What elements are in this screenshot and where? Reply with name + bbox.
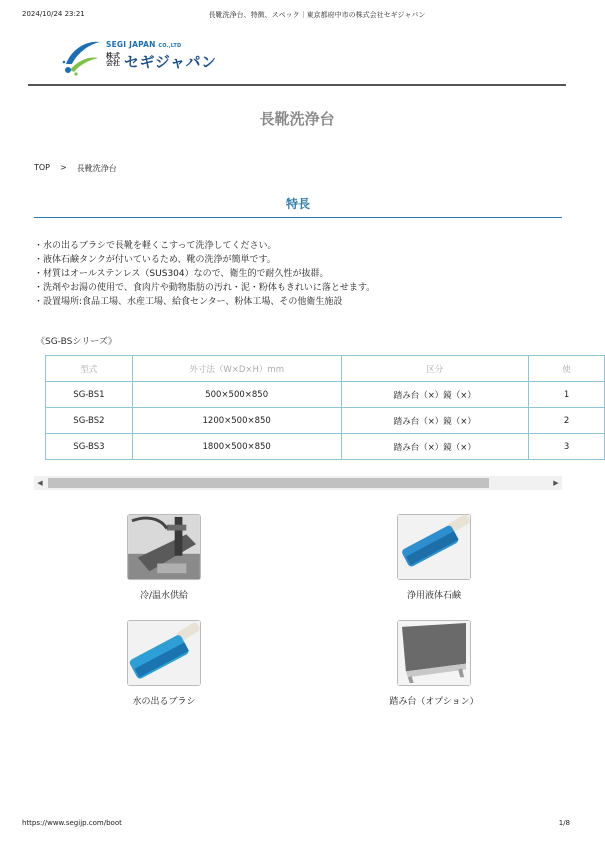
gallery-caption: 冷/温水供給 [139,591,189,601]
cell-truncated: 2 [529,408,605,434]
gallery-item-step-option [354,620,514,707]
cell-category: 踏み台（×）鏡（×） [341,382,529,408]
breadcrumb-separator: > [60,163,67,172]
column-header-category: 区分 [341,356,529,382]
print-header [0,10,594,22]
spec-table [45,355,605,460]
gallery-caption: 水の出るブラシ [132,697,196,707]
features-list [34,239,562,309]
logo-japanese-name: セギジャパン [124,53,217,71]
series-label: 《SG-BSシリーズ》 [36,337,117,347]
spec-table-scroll-area[interactable] [45,355,571,465]
scrollbar-thumb[interactable] [48,478,489,488]
scroll-right-arrow-icon[interactable]: ▶ [553,479,559,487]
water-brush-photo [127,620,201,686]
feature-item: ・設置場所:食品工場、水産工場、給食センター、粉体工場、その他衛生施設 [34,297,343,307]
page-title: 長靴洗浄台 [259,110,335,128]
feature-item: ・洗剤やお湯の使用で、食肉片や動物脂肪の汚れ・泥・粉体もきれいに落とせます。 [34,283,376,293]
cell-truncated: 3 [529,434,605,460]
scroll-left-arrow-icon[interactable]: ◀ [37,479,43,487]
gallery-item-water-supply [84,514,244,601]
faucet-photo [127,514,201,580]
cell-category: 踏み台（×）鏡（×） [341,434,529,460]
logo-swoosh-icon [62,34,102,76]
features-heading-underline [34,217,562,218]
features-heading: 特長 [285,197,310,211]
breadcrumb-current: 長靴洗浄台 [76,164,117,173]
cell-model: SG-BS3 [46,434,133,460]
cell-truncated: 1 [529,382,605,408]
table-row [46,434,605,460]
cell-model: SG-BS1 [46,382,133,408]
print-footer-url: https://www.segijp.com/boot [22,819,122,827]
soap-brush-photo [397,514,471,580]
column-header-truncated: 使 [529,356,605,382]
cell-category: 踏み台（×）鏡（×） [341,408,529,434]
breadcrumb [34,163,117,174]
logo-english-name: SEGI JAPAN CO.,LTD [106,40,182,49]
cell-dimensions: 1200×500×850 [132,408,341,434]
print-date: 2024/10/24 23:21 [22,10,85,18]
step-platform-photo [397,620,471,686]
table-row [46,382,605,408]
cell-dimensions: 1800×500×850 [132,434,341,460]
column-header-dimensions: 外寸法（W×D×H）mm [132,356,341,382]
feature-item: ・液体石鹸タンクが付いているため、靴の洗浄が簡単です。 [34,255,276,265]
column-header-model: 型式 [46,356,133,382]
header-divider [28,84,566,86]
feature-item: ・材質はオールステンレス（SUS304）なので、衛生的で耐久性が抜群。 [34,269,329,279]
cell-model: SG-BS2 [46,408,133,434]
table-row [46,408,605,434]
cell-dimensions: 500×500×850 [132,382,341,408]
print-footer-page-number: 1/8 [558,819,570,827]
print-document-title: 長靴洗浄台、特徴、スペック｜東京都府中市の株式会社セギジャパン [208,11,426,19]
gallery-caption: 踏み台（オプション） [389,697,479,707]
company-logo[interactable] [62,34,232,78]
breadcrumb-home-link[interactable]: TOP [34,163,51,172]
table-header-row [46,356,605,382]
table-horizontal-scrollbar[interactable] [34,476,562,490]
gallery-caption: 浄用液体石鹸 [406,591,461,601]
logo-kabushikikaisha: 株式会社 [106,52,120,67]
gallery-item-water-brush [84,620,244,707]
feature-item: ・水の出るブラシで長靴を軽くこすって洗浄してください。 [34,241,277,251]
gallery-item-liquid-soap [354,514,514,601]
